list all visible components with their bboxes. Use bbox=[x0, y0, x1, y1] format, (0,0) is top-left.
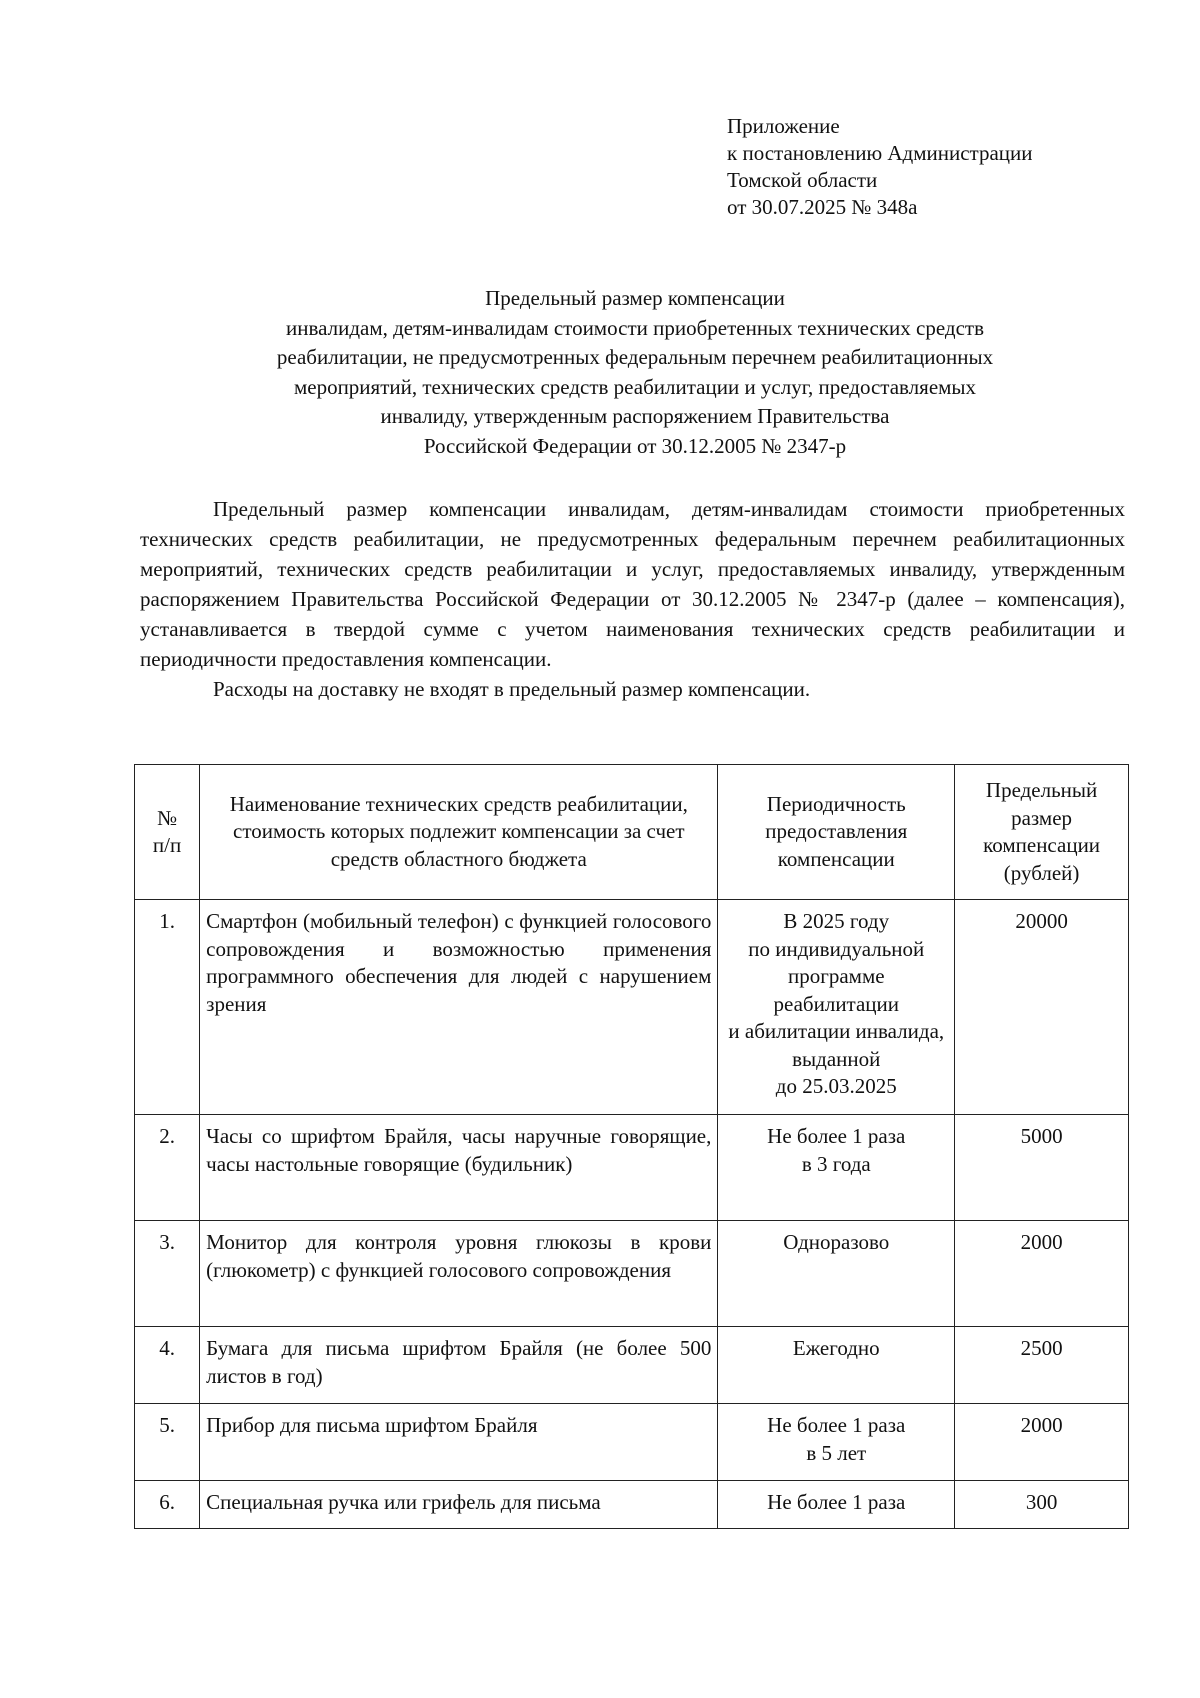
row-price: 300 bbox=[955, 1481, 1129, 1529]
row-number: 3. bbox=[135, 1221, 200, 1327]
row-period-line: Не более 1 раза bbox=[767, 1413, 906, 1437]
approval-line: Томской области bbox=[727, 168, 878, 192]
row-price: 2000 bbox=[955, 1404, 1129, 1481]
row-period bbox=[718, 1115, 955, 1221]
row-number: 4. bbox=[135, 1327, 200, 1404]
title-line: Предельный размер компенсации bbox=[485, 286, 785, 310]
row-period-line: до 25.03.2025 bbox=[775, 1074, 897, 1098]
header-number-pp: п/п bbox=[152, 833, 182, 857]
header-number-symbol: № bbox=[157, 805, 178, 830]
row-period bbox=[718, 1404, 955, 1481]
row-period-line: и абилитации инвалида, выданной bbox=[728, 1019, 945, 1071]
row-number: 5. bbox=[135, 1404, 200, 1481]
row-name: Бумага для письма шрифтом Брайля (не более 500 листов в год) bbox=[200, 1327, 718, 1404]
title-line: Российской Федерации от 30.12.2005 № 2347-р bbox=[423, 433, 847, 458]
row-name: Специальная ручка или грифель для письма bbox=[200, 1481, 718, 1529]
row-period-line: в 5 лет bbox=[806, 1440, 867, 1465]
row-price: 2000 bbox=[955, 1221, 1129, 1327]
row-number: 6. bbox=[135, 1481, 200, 1529]
row-period-line: Ежегодно bbox=[792, 1336, 880, 1360]
row-price: 5000 bbox=[955, 1115, 1129, 1221]
row-name: Смартфон (мобильный телефон) с функцией голосового сопровождения и возможностью применения программного обеспечения для людей с нарушением зрения bbox=[200, 900, 718, 1115]
table-row bbox=[135, 1221, 1129, 1327]
row-period-line: в 3 года bbox=[801, 1151, 871, 1176]
table-row bbox=[135, 1115, 1129, 1221]
approval-line: Приложение bbox=[727, 114, 840, 138]
row-period-line: по индивидуальной программе реабилитации bbox=[748, 936, 925, 1016]
document-title bbox=[140, 284, 1130, 461]
body-paragraph: Предельный размер компенсации инвалидам, детям-инвалидам стоимости приобретенных технических средств реабилитации, не предусмотренных федеральным перечнем реабилитационных мероприятий, технических средств реабилитации и услуг, предоставляемых инвалиду, утвержденным распоряжением Правительства Российской Федерации от 30.12.2005 № 2347-р (далее – компенсация), устанавливается в твердой сумме с учетом наименования технических средств реабилитации и периодичности предоставления компенсации. bbox=[140, 497, 1125, 671]
approval-stamp bbox=[727, 113, 1147, 221]
body-text bbox=[140, 494, 1125, 704]
row-name: Монитор для контроля уровня глюкозы в крови (глюкометр) с функцией голосового сопровождения bbox=[200, 1221, 718, 1327]
row-period bbox=[718, 1327, 955, 1404]
table-header-row bbox=[135, 765, 1129, 900]
title-line: мероприятий, технических средств реабилитации и услуг, предоставляемых bbox=[293, 374, 977, 399]
row-price: 20000 bbox=[955, 900, 1129, 1115]
row-period-line: В 2025 году bbox=[783, 909, 890, 933]
row-period bbox=[718, 1221, 955, 1327]
title-line: реабилитации, не предусмотренных федеральным перечнем реабилитационных bbox=[276, 345, 994, 369]
table-row bbox=[135, 1404, 1129, 1481]
table-row bbox=[135, 1327, 1129, 1404]
body-paragraph: Расходы на доставку не входят в предельный размер компенсации. bbox=[213, 677, 811, 701]
approval-line: к постановлению Администрации bbox=[727, 141, 1033, 165]
header-period: Периодичность предоставления компенсации bbox=[718, 765, 955, 900]
header-price: Предельный размер компенсации (рублей) bbox=[955, 765, 1129, 900]
title-line: инвалидам, детям-инвалидам стоимости приобретенных технических средств bbox=[285, 315, 984, 340]
title-line: инвалиду, утвержденным распоряжением Правительства bbox=[380, 404, 890, 428]
row-name: Прибор для письма шрифтом Брайля bbox=[200, 1404, 718, 1481]
row-period-line: Одноразово bbox=[783, 1230, 890, 1254]
table-row bbox=[135, 1481, 1129, 1529]
row-price: 2500 bbox=[955, 1327, 1129, 1404]
compensation-table bbox=[134, 764, 1129, 1529]
row-name: Часы со шрифтом Брайля, часы наручные говорящие, часы настольные говорящие (будильник) bbox=[200, 1115, 718, 1221]
table-row bbox=[135, 900, 1129, 1115]
row-number: 1. bbox=[135, 900, 200, 1115]
row-number: 2. bbox=[135, 1115, 200, 1221]
row-period bbox=[718, 900, 955, 1115]
approval-date-number: от 30.07.2025 № 348а bbox=[727, 195, 918, 219]
header-number bbox=[135, 765, 200, 900]
row-period bbox=[718, 1481, 955, 1529]
header-name: Наименование технических средств реабилитации, стоимость которых подлежит компенсации за счет средств областного бюджета bbox=[200, 765, 718, 900]
row-period-line: Не более 1 раза bbox=[767, 1124, 906, 1148]
row-period-line: Не более 1 раза bbox=[767, 1490, 906, 1514]
